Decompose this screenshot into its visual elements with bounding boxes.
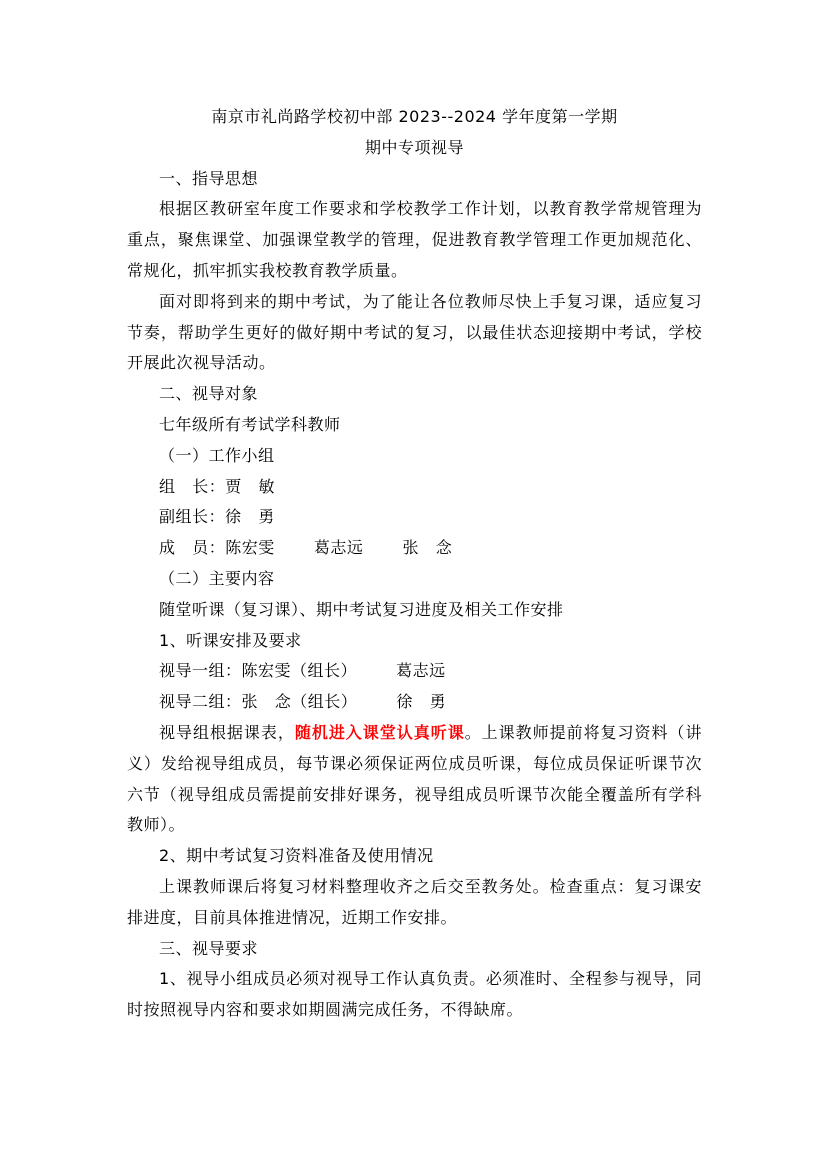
section3-paragraph-1: 1、视导小组成员必须对视导工作认真负责。必须准时、全程参与视导，同时按照视导内容和要求如期圆满完成任务，不得缺席。	[127, 969, 702, 1020]
group-heading: （一）工作小组	[159, 445, 275, 465]
section1-paragraph-2: 面对即将到来的期中考试，为了能让各位教师尽快上手复习课，适应复习节奏，帮助学生更好的做好期中考试的复习，以最佳状态迎接期中考试，学校开展此次视导活动。	[127, 291, 702, 373]
item2-paragraph: 上课教师课后将复习材料整理收齐之后交至教务处。检查重点：复习课安排进度，目前具体推进情况，近期工作安排。	[127, 876, 702, 927]
item1-paragraph-end: 。上课教师提前将复习资料（讲义）发给视导组成员，每节课必须保证两位成员听课，每位成员保证听课节次六节（视导组成员需提前安排好课务，视导组成员听课节次能全覆盖所有学科教师）。	[127, 722, 702, 835]
section3-heading: 三、视导要求	[159, 938, 259, 958]
team2-line: 视导二组：张 念（组长） 徐 勇	[159, 692, 447, 712]
content-heading: （二）主要内容	[159, 568, 275, 588]
section2-heading: 二、视导对象	[159, 384, 259, 404]
group-members: 成 员：陈宏雯 葛志远 张 念	[159, 538, 453, 558]
item1-paragraph	[127, 718, 702, 841]
item1-paragraph-start: 视导组根据课表，	[159, 722, 295, 742]
item1-heading: 1、听课安排及要求	[159, 630, 302, 650]
item2-heading: 2、期中考试复习资料准备及使用情况	[159, 846, 434, 866]
group-deputy: 副组长：徐 勇	[159, 507, 275, 527]
section2-target: 七年级所有考试学科教师	[159, 414, 341, 434]
document-title-line1: 南京市礼尚路学校初中部 2023--2024 学年度第一学期	[211, 107, 618, 126]
section1-heading: 一、指导思想	[159, 168, 259, 188]
highlighted-requirement: 随机进入课堂认真听课	[294, 722, 465, 742]
content-text: 随堂听课（复习课）、期中考试复习进度及相关工作安排	[159, 599, 564, 619]
document-title-line2: 期中专项视导	[364, 137, 464, 157]
team1-line: 视导一组：陈宏雯（组长） 葛志远	[159, 661, 446, 681]
document-body	[127, 102, 702, 1026]
group-leader: 组 长：贾 敏	[159, 476, 276, 496]
section1-paragraph-1: 根据区教研室年度工作要求和学校教学工作计划，以教育教学常规管理为重点，聚焦课堂、加强课堂教学的管理，促进教育教学管理工作更加规范化、常规化，抓牢抓实我校教育教学质量。	[127, 199, 702, 280]
